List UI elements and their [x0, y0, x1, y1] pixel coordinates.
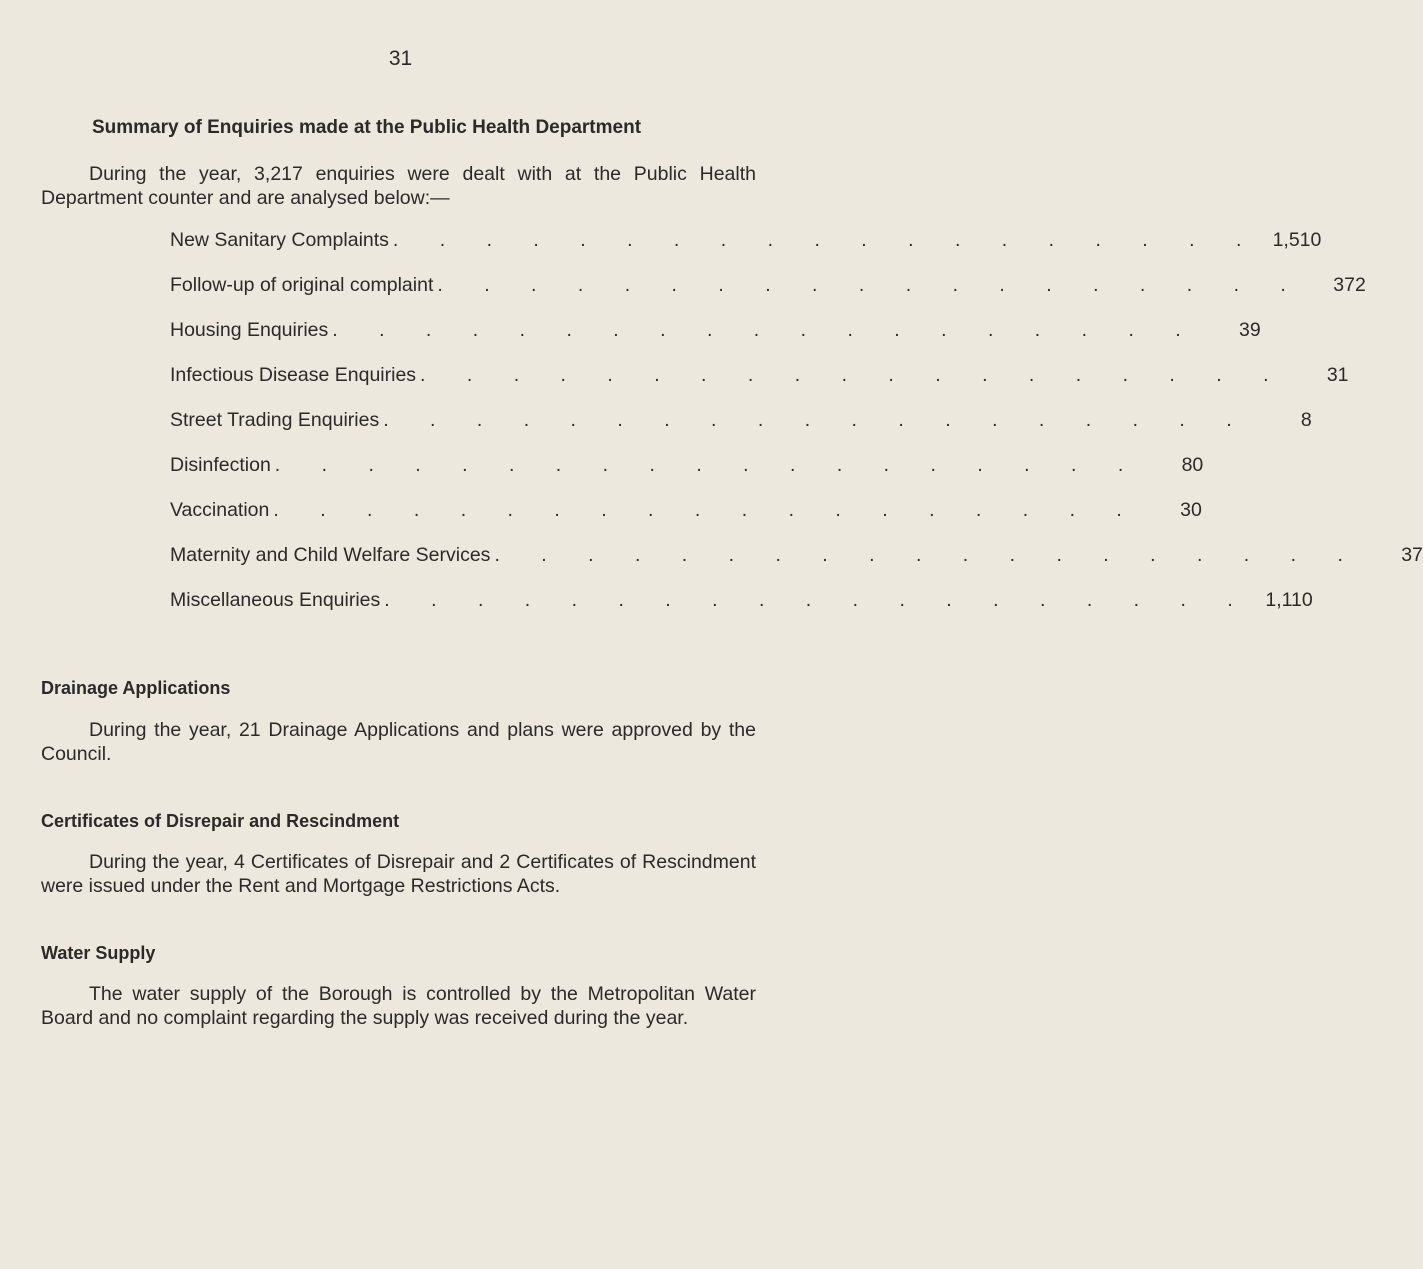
- row-value: 31: [1326, 364, 1349, 386]
- row-label: Infectious Disease Enquiries: [170, 364, 417, 386]
- row-label: Street Trading Enquiries: [170, 409, 380, 431]
- table-row: [170, 498, 1202, 543]
- table-row: [170, 228, 1322, 273]
- row-value: 37: [1401, 544, 1423, 566]
- row-value: 372: [1333, 274, 1366, 296]
- certificates-text: During the year, 4 Certificates of Disrepair and 2 Certificates of Rescindment were issued under the Rent and Mortgage Restrictions Acts.: [41, 851, 756, 897]
- table-row: [170, 453, 1204, 498]
- table-row: [170, 318, 1261, 363]
- row-label: Maternity and Child Welfare Services: [170, 544, 491, 566]
- table-row: [170, 363, 1349, 408]
- summary-intro: During the year, 3,217 enquiries were dealt with at the Public Health Department counter and are analysed below:—: [41, 163, 756, 209]
- row-value: 1,510: [1272, 229, 1322, 251]
- row-value: 30: [1180, 499, 1202, 521]
- row-label: Disinfection: [170, 454, 271, 476]
- row-value: 39: [1239, 319, 1261, 341]
- enquiries-table: [170, 228, 1423, 633]
- table-row: [170, 588, 1313, 633]
- table-row: [170, 273, 1366, 318]
- water-supply-text: The water supply of the Borough is controlled by the Metropolitan Water Board and no complaint regarding the supply was received during the year.: [41, 983, 756, 1029]
- drainage-text: During the year, 21 Drainage Applications and plans were approved by the Council.: [41, 719, 756, 765]
- dot-leader: . . . . . . . . . . . . . . . . . . .: [437, 274, 1304, 296]
- table-row: [170, 543, 1423, 588]
- dot-leader: . . . . . . . . . . . . . . . . . . .: [332, 319, 1199, 341]
- dot-leader: . . . . . . . . . . . . . . . . . . .: [273, 499, 1140, 521]
- water-supply-heading: Water Supply: [41, 943, 156, 963]
- row-label: Follow-up of original complaint: [170, 274, 434, 296]
- row-label: Miscellaneous Enquiries: [170, 589, 381, 611]
- dot-leader: . . . . . . . . . . . . . . . . . . .: [383, 409, 1250, 431]
- dot-leader: . . . . . . . . . . . . . . . . . . .: [384, 589, 1251, 611]
- row-label: New Sanitary Complaints: [170, 229, 389, 251]
- dot-leader: . . . . . . . . . . . . . . . . . . .: [494, 544, 1361, 566]
- row-label: Housing Enquiries: [170, 319, 329, 341]
- dot-leader: . . . . . . . . . . . . . . . . . . .: [274, 454, 1142, 476]
- dot-leader: . . . . . . . . . . . . . . . . . . .: [392, 229, 1260, 251]
- row-value: 1,110: [1265, 589, 1313, 611]
- row-value: 80: [1181, 454, 1204, 476]
- drainage-heading: Drainage Applications: [41, 678, 231, 698]
- summary-heading: Summary of Enquiries made at the Public Health Department: [92, 117, 642, 138]
- certificates-heading: Certificates of Disrepair and Rescindment: [41, 811, 400, 831]
- row-value: 8: [1300, 409, 1312, 431]
- table-row: [170, 408, 1312, 453]
- page-number: 31: [388, 47, 413, 70]
- dot-leader: . . . . . . . . . . . . . . . . . . .: [420, 364, 1287, 386]
- row-label: Vaccination: [170, 499, 270, 521]
